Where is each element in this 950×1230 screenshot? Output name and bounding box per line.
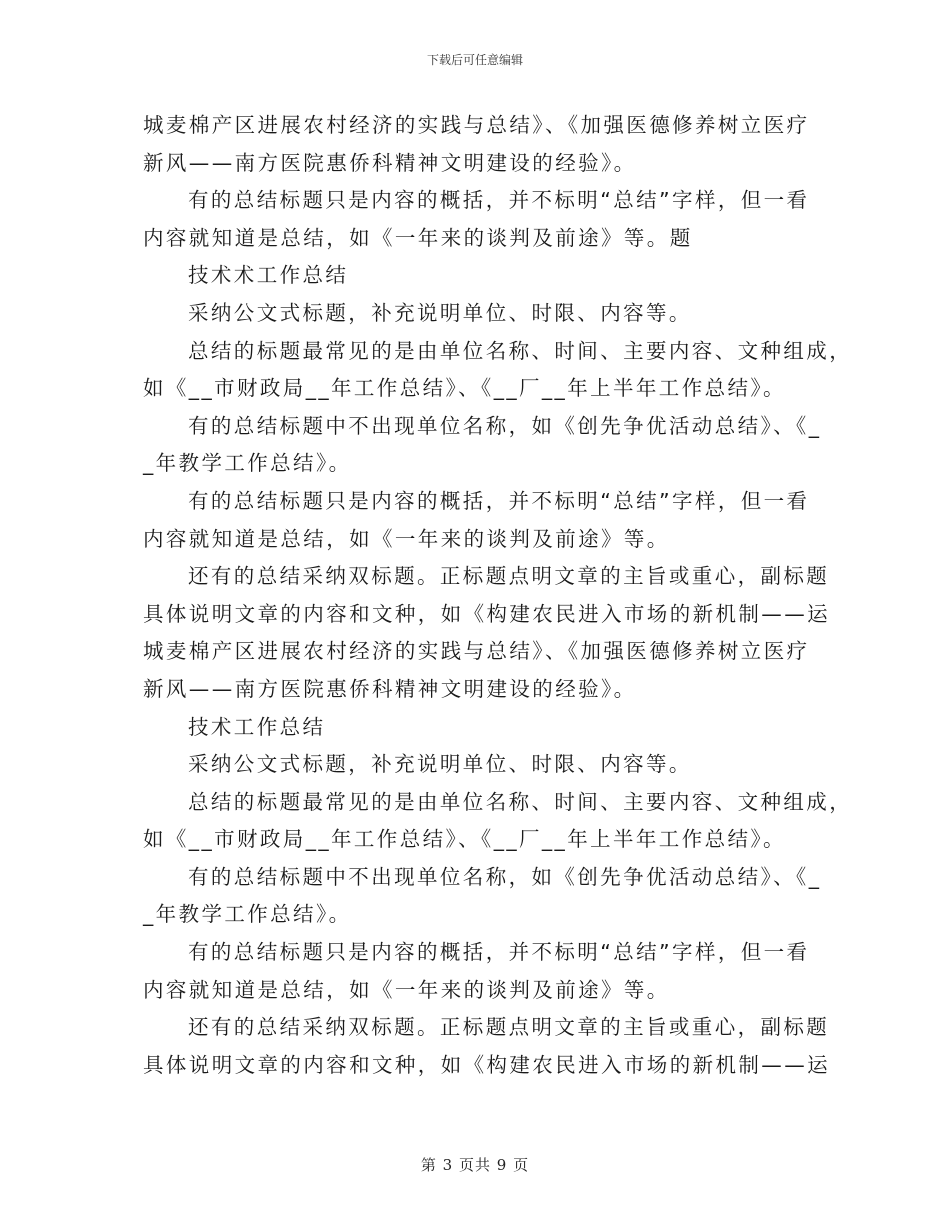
text-line: 总结的标题最常见的是由单位名称、时间、主要内容、文种组成， xyxy=(188,338,853,363)
body-text xyxy=(143,107,853,1084)
text-line: 还有的总结采纳双标题。正标题点明文章的主旨或重心，副标题 xyxy=(188,1015,830,1040)
text-line: 内容就知道是总结，如《一年来的谈判及前途》等。 xyxy=(143,977,670,1002)
text-line: 新风——南方医院惠侨科精神文明建设的经验》。 xyxy=(143,150,637,175)
text-line: 有的总结标题只是内容的概括，并不标明“总结”字样，但一看 xyxy=(188,188,810,213)
document-body xyxy=(143,107,853,1084)
text-line: 还有的总结采纳双标题。正标题点明文章的主旨或重心，副标题 xyxy=(188,564,830,589)
text-line: 新风——南方医院惠侨科精神文明建设的经验》。 xyxy=(143,676,637,701)
text-line: 内容就知道是总结，如《一年来的谈判及前途》等。题 xyxy=(143,225,693,250)
text-line: 采纳公文式标题，补充说明单位、时限、内容等。 xyxy=(188,300,692,325)
text-line: 技术工作总结 xyxy=(188,714,326,739)
text-line: 内容就知道是总结，如《一年来的谈判及前途》等。 xyxy=(143,526,670,551)
text-line: 具体说明文章的内容和文种，如《构建农民进入市场的新机制——运 xyxy=(143,1052,830,1077)
text-line: 城麦棉产区进展农村经济的实践与总结》、《加强医德修养树立医疗 xyxy=(143,113,810,137)
text-line: 具体说明文章的内容和文种，如《构建农民进入市场的新机制——运 xyxy=(143,601,830,626)
text-line: 采纳公文式标题，补充说明单位、时限、内容等。 xyxy=(188,752,692,777)
page-footer: 第 3 页共 9 页 xyxy=(420,1156,530,1174)
page-header: 下载后可任意编辑 xyxy=(426,53,523,67)
text-line: 总结的标题最常见的是由单位名称、时间、主要内容、文种组成， xyxy=(188,789,853,814)
text-line: 如《__市财政局__年工作总结》、《__厂__年上半年工作总结》。 xyxy=(143,376,786,401)
text-line: 技术术工作总结 xyxy=(188,263,349,288)
text-line: _年教学工作总结》。 xyxy=(143,902,352,927)
text-line: 有的总结标题中不出现单位名称，如《创先争优活动总结》、《_ xyxy=(188,413,822,438)
text-line: 城麦棉产区进展农村经济的实践与总结》、《加强医德修养树立医疗 xyxy=(143,639,810,664)
text-line: 有的总结标题只是内容的概括，并不标明“总结”字样，但一看 xyxy=(188,940,810,965)
text-line: _年教学工作总结》。 xyxy=(143,451,352,476)
text-line: 有的总结标题中不出现单位名称，如《创先争优活动总结》、《_ xyxy=(188,864,822,889)
text-line: 如《__市财政局__年工作总结》、《__厂__年上半年工作总结》。 xyxy=(143,827,786,852)
text-line: 有的总结标题只是内容的概括，并不标明“总结”字样，但一看 xyxy=(188,488,810,513)
